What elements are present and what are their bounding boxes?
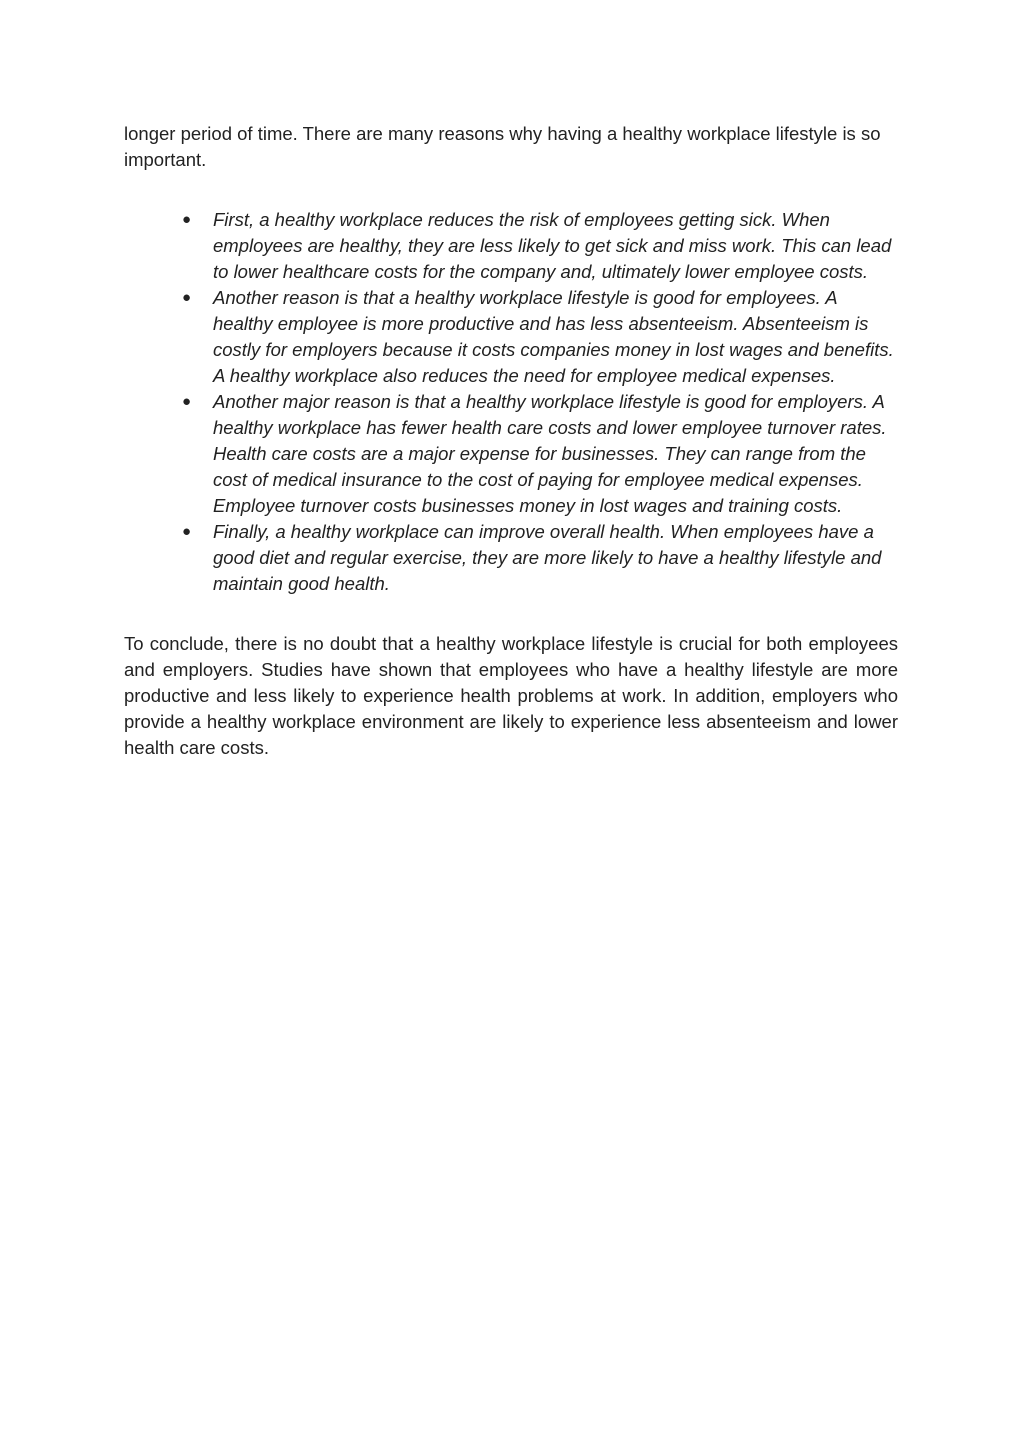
list-item-text: Finally, a healthy workplace can improve overall health. When employees have a good diet and regular exercise, they are more likely to have a healthy lifestyle and maintain good health. [213, 521, 882, 594]
conclusion-paragraph: To conclude, there is no doubt that a healthy workplace lifestyle is crucial for both employees and employers. Studies have shown that employees who have a healthy lifestyle are more productive and less likely to experience health problems at work. In addition, employers who provide a healthy workplace environment are likely to experience less absenteeism and lower health care costs. [124, 633, 898, 758]
bullet-icon: ● [182, 393, 192, 410]
document-body [124, 121, 898, 761]
list-item [124, 519, 898, 597]
list-item-text: Another major reason is that a healthy workplace lifestyle is good for employers. A healthy workplace has fewer health care costs and lower employee turnover rates. Health care costs are a major expense for businesses. They can range from the cost of medical insurance to the cost of paying for employee medical expenses. Employee turnover costs businesses money in lost wages and training costs. [213, 391, 887, 516]
intro-paragraph: longer period of time. There are many reasons why having a healthy workplace lifestyle is so important. [124, 123, 881, 170]
list-item [124, 389, 898, 519]
bullet-icon: ● [182, 289, 192, 306]
reasons-list [124, 207, 898, 597]
list-item-text: Another reason is that a healthy workplace lifestyle is good for employees. A healthy employee is more productive and has less absenteeism. Absenteeism is costly for employers because it costs companies money in lost wages and benefits. A healthy workplace also reduces the need for employee medical expenses. [213, 287, 894, 386]
list-item [124, 207, 898, 285]
bullet-icon: ● [182, 211, 192, 228]
list-item [124, 285, 898, 389]
list-item-text: First, a healthy workplace reduces the risk of employees getting sick. When employees are healthy, they are less likely to get sick and miss work. This can lead to lower healthcare costs for the company and, ultimately lower employee costs. [213, 209, 892, 282]
bullet-icon: ● [182, 523, 192, 540]
